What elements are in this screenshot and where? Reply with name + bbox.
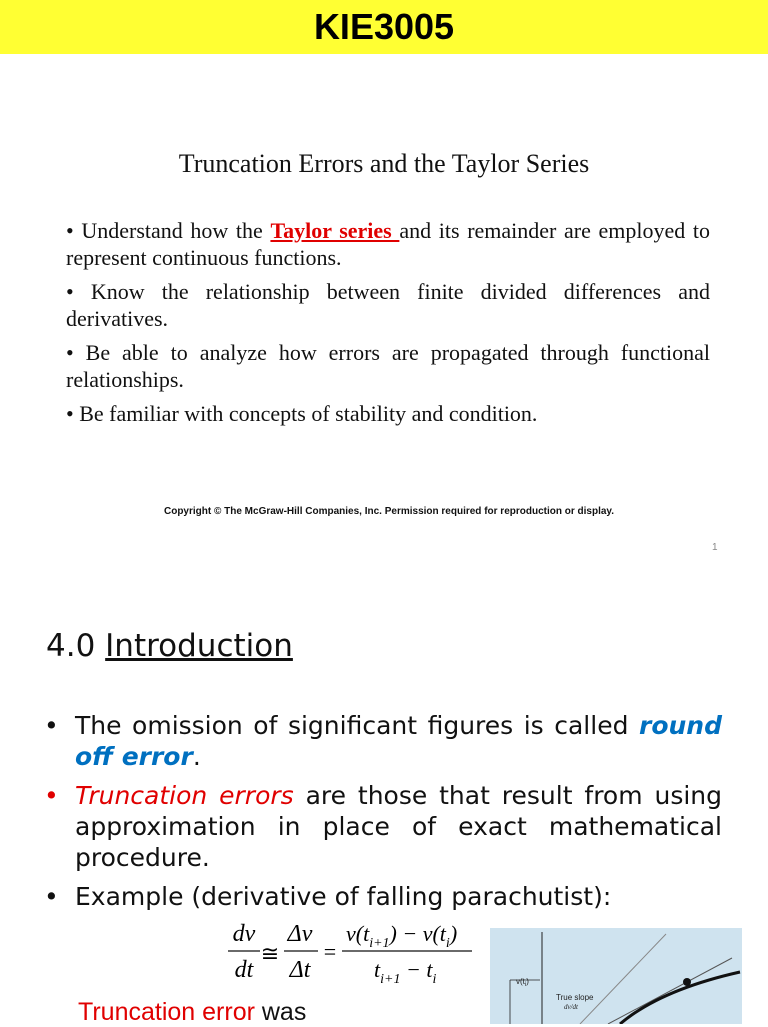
- list-item: • Be familiar with concepts of stability and condition.: [66, 401, 538, 426]
- truncation-error-line: Truncation error was: [78, 998, 307, 1026]
- objectives-list: [66, 217, 710, 434]
- list-item: • The omission of significant figures is called round off error.: [44, 711, 722, 771]
- formula-text: $v(t_{i+1}) - v(t_i)$: [346, 921, 458, 951]
- secant-line: [580, 934, 666, 1024]
- tangent-line: [608, 958, 732, 1024]
- formula-text: dv: [232, 921, 256, 947]
- section-heading: 4.0 Introduction: [46, 628, 293, 664]
- formula-text: $t_{i+1} - t_i$: [374, 957, 437, 987]
- copyright-notice: Copyright © The McGraw-Hill Companies, Inc. Permission required for reproduction or display.: [163, 506, 615, 517]
- list-item: • Know the relationship between finite divided differences and derivatives.: [66, 279, 710, 331]
- slope-sublabel: dv/dt: [564, 1003, 578, 1011]
- slope-label: True slope: [556, 993, 594, 1002]
- point-marker: [683, 978, 691, 986]
- slide-title: Truncation Errors and the Taylor Series: [178, 149, 590, 178]
- derivative-formula: [226, 915, 486, 995]
- slope-figure: [490, 928, 742, 1024]
- course-code: KIE3005: [313, 6, 455, 47]
- formula-text: Δv: [287, 921, 313, 947]
- list-item: • Example (derivative of falling parachutist):: [44, 882, 612, 911]
- formula-text: Δt: [289, 957, 311, 983]
- page-number: 1: [712, 542, 718, 553]
- course-banner: [0, 0, 768, 54]
- slope-figure-svg: [490, 928, 742, 1024]
- intro-list: [44, 710, 722, 920]
- formula-text: ≅: [260, 941, 280, 966]
- truncation-errors-term: Truncation errors: [75, 781, 294, 810]
- round-off-error-term: round off error: [75, 711, 722, 771]
- list-item: • Understand how the Taylor series and its remainder are employed to represent continuous functions.: [66, 218, 710, 270]
- taylor-series-link[interactable]: Taylor series: [270, 218, 400, 243]
- formula-text: =: [323, 939, 337, 964]
- formula-text: dt: [234, 957, 254, 983]
- list-item: • Truncation errors are those that result from using approximation in place of exact mathematical procedure.: [44, 781, 723, 872]
- list-item: • Be able to analyze how errors are propagated through functional relationships.: [66, 340, 710, 392]
- point-label: $v(t_i)$: [516, 977, 529, 988]
- velocity-curve: [620, 972, 740, 1024]
